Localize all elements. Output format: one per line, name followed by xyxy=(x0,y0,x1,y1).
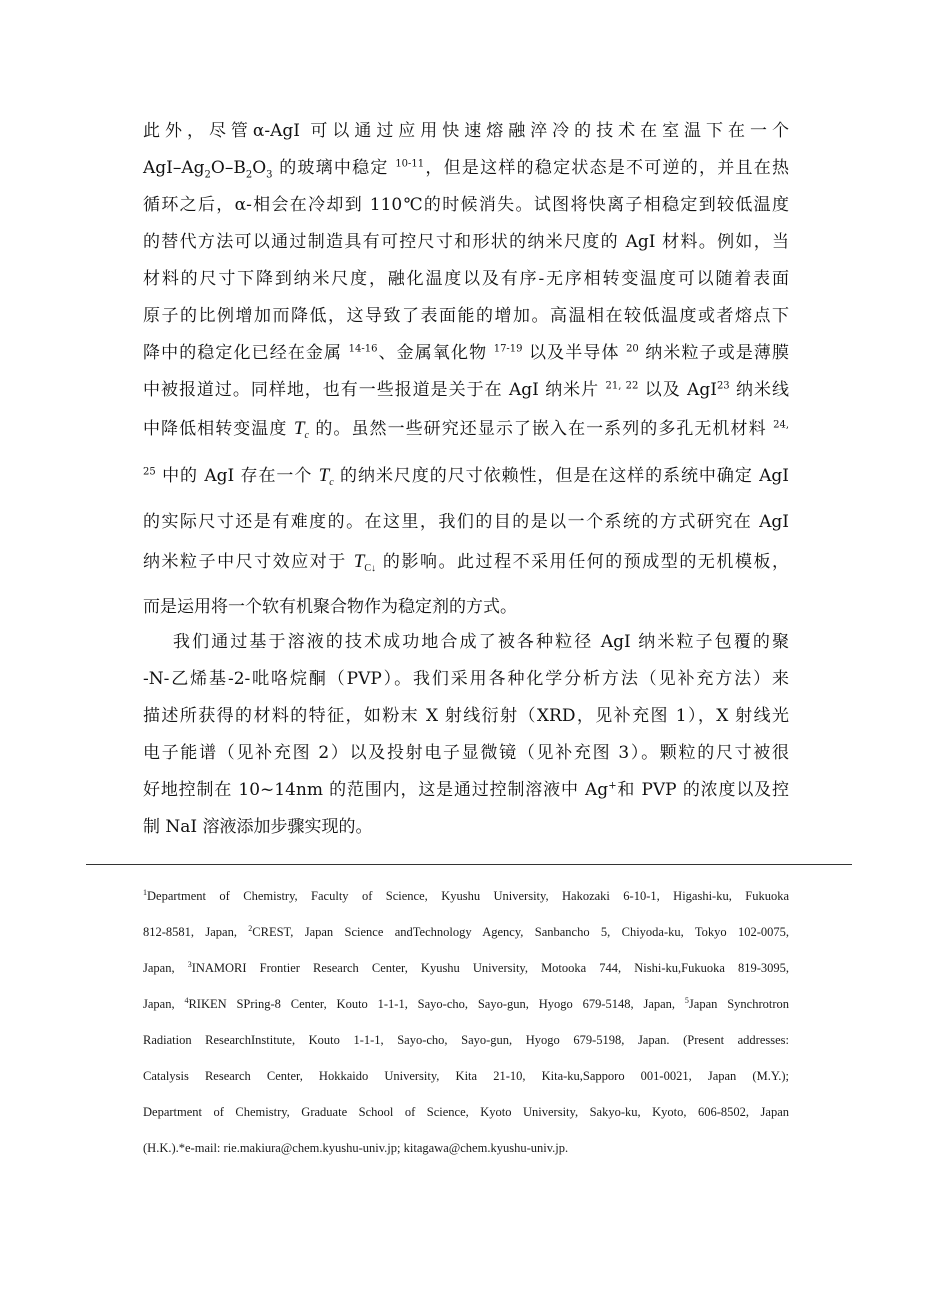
body-line: 中降低相转变温度 $T_c$ 的。虽然一些研究还显示了嵌入在一系列的多孔无机材料 $^{24,}$ xyxy=(143,418,790,441)
footnote-line: Japan, $^3$INAMORI Frontier Research Center, Kyushu University, Motooka 744, Nishi-ku,Fukuoka 819-3095, xyxy=(143,959,790,975)
body-line: 而是运用将一个软有机聚合物作为稳定剂的方式。 xyxy=(143,597,517,617)
body-line: 降中的稳定化已经在金属 $^{14-16}$、金属氧化物 $^{17-19}$ 以及半导体 $^{20}$ 纳米粒子或是薄膜 xyxy=(143,343,790,363)
footnote-line: (H.K.).*e-mail: rie.makiura@chem.kyushu-univ.jp; kitagawa@chem.kyushu-univ.jp. xyxy=(143,1141,569,1155)
body-line: 的替代方法可以通过制造具有可控尺寸和形状的纳米尺度的 AgI 材料。例如，当 xyxy=(143,232,789,252)
body-line: 中被报道过。同样地，也有一些报道是关于在 AgI 纳米片 $^{21, 22}$ 以及 AgI$^{23}$ 纳米线 xyxy=(143,380,790,400)
footnote-line: Department of Chemistry, Graduate School of Science, Kyoto University, Sakyo-ku, Kyoto, 606-8502, Japan xyxy=(143,1105,789,1119)
body-line: -N-乙烯基-2-吡咯烷酮（PVP）。我们采用各种化学分析方法（见补充方法）来 xyxy=(143,669,789,689)
body-line: 好地控制在 10~14nm 的范围内，这是通过控制溶液中 Ag+和 PVP 的浓度以及控 xyxy=(143,780,789,800)
body-line: 我们通过基于溶液的技术成功地合成了被各种粒径 AgI 纳米粒子包覆的聚 xyxy=(173,632,789,652)
body-line: 电子能谱（见补充图 2）以及投射电子显微镜（见补充图 3）。颗粒的尺寸被很 xyxy=(143,743,789,763)
body-line: AgI–$Ag_2O-B_2O_3$ 的玻璃中稳定 $^{10-11}$，但是这样的稳定状态是不可逆的，并且在热 xyxy=(143,158,790,181)
footnote-line: Catalysis Research Center, Hokkaido University, Kita 21-10, Kita-ku,Sapporo 001-0021, Japan (M.Y.); xyxy=(143,1069,789,1083)
body-line: 循环之后，α-相会在冷却到 110℃的时候消失。试图将快离子相稳定到较低温度 xyxy=(143,195,789,215)
footnote-line: Japan, $^4$RIKEN SPring-8 Center, Kouto 1-1-1, Sayo-cho, Sayo-gun, Hyogo 679-5148, Japan, $^5$Japan Synchrotron xyxy=(143,995,790,1011)
body-line: 原子的比例增加而降低，这导致了表面能的增加。高温相在较低温度或者熔点下 xyxy=(143,306,789,326)
footnote-line: $^1$Department of Chemistry, Faculty of Science, Kyushu University, Hakozaki 6-10-1, Higashi-ku, Fukuoka xyxy=(143,887,789,903)
body-line: 制 NaI 溶液添加步骤实现的。 xyxy=(143,817,373,837)
body-line: 材料的尺寸下降到纳米尺度，融化温度以及有序-无序相转变温度可以随着表面 xyxy=(143,269,789,289)
body-line: 纳米粒子中尺寸效应对于 $T_{C↓}$ 的影响。此过程不采用任何的预成型的无机模板， xyxy=(143,551,789,574)
body-line: 此外，尽管α-AgI 可以通过应用快速熔融淬冷的技术在室温下在一个 xyxy=(143,121,789,141)
footnote-divider xyxy=(86,864,852,865)
footnote-line: Radiation ResearchInstitute, Kouto 1-1-1, Sayo-cho, Sayo-gun, Hyogo 679-5198, Japan. (Present addresses: xyxy=(143,1033,789,1047)
footnote-line: 812-8581, Japan, $^2$CREST, Japan Science andTechnology Agency, Sanbancho 5, Chiyoda-ku, Tokyo 102-0075, xyxy=(143,923,790,939)
body-line: $^{25}$ 中的 AgI 存在一个 $T_c$ 的纳米尺度的尺寸依赖性，但是在这样的系统中确定 AgI xyxy=(143,465,789,488)
body-line: 描述所获得的材料的特征，如粉末 X 射线衍射（XRD，见补充图 1），X 射线光 xyxy=(143,706,789,726)
body-line: 的实际尺寸还是有难度的。在这里，我们的目的是以一个系统的方式研究在 AgI xyxy=(143,512,789,532)
